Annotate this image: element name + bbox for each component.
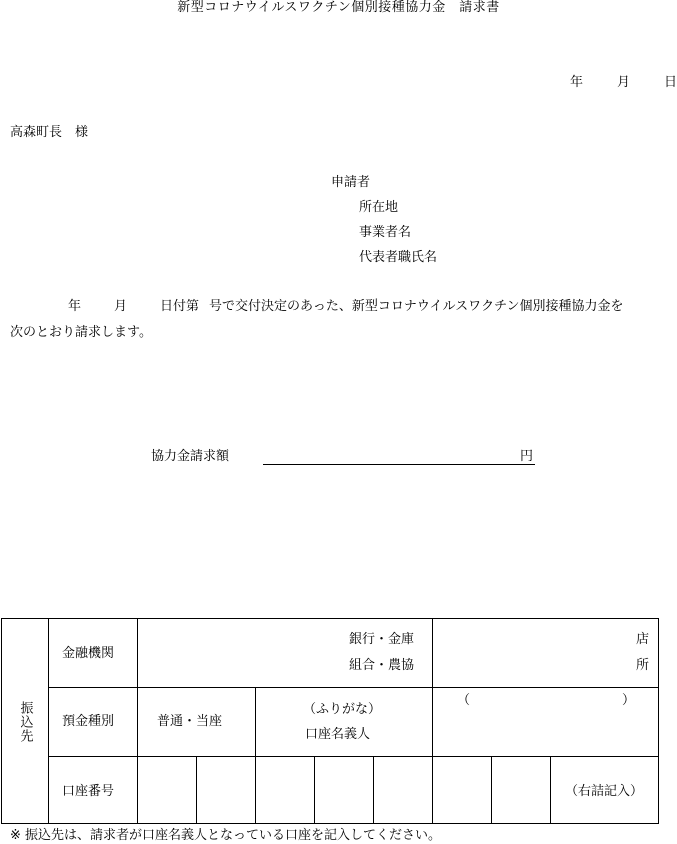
body-paragraph-line2: 次のとおり請求します。	[10, 325, 152, 340]
body-month: 月	[114, 299, 128, 314]
branch-suffix-store: 店	[636, 632, 650, 647]
date-line	[570, 76, 677, 89]
date-month: 月	[616, 75, 630, 90]
table-col-divider	[491, 756, 492, 823]
bank-account-table	[1, 618, 659, 824]
table-row-divider	[48, 756, 659, 757]
account-number-label: 口座番号	[62, 784, 115, 799]
amount-input-line[interactable]	[263, 464, 535, 465]
furigana-paren-close: ）	[622, 693, 636, 708]
body-paragraph-line1	[10, 300, 677, 313]
branch-suffix-office: 所	[636, 658, 650, 673]
deposit-type-options[interactable]: 普通・当座	[157, 714, 223, 729]
institution-type-union[interactable]: 組合・農協	[349, 658, 415, 673]
applicant-label: 申請者	[331, 175, 371, 190]
date-day: 日	[663, 75, 677, 90]
furigana-paren-open: （	[457, 693, 471, 708]
applicant-business-name-label: 事業者名	[359, 225, 412, 240]
footnote: ※ 振込先は、請求者が口座名義人となっている口座を記入してください。	[10, 828, 442, 843]
body-line1-rest: 号で交付決定のあった、新型コロナウイルスワクチン個別接種協力金を	[209, 299, 624, 314]
table-col-divider	[255, 687, 256, 823]
table-col-divider	[373, 756, 374, 823]
account-holder-label: 口座名義人	[305, 727, 371, 742]
table-col-divider	[137, 619, 138, 823]
right-align-note: （右詰記入）	[565, 784, 644, 799]
body-day-prefix: 日付第	[160, 299, 200, 314]
table-col-divider	[550, 756, 551, 823]
applicant-address-label: 所在地	[359, 200, 399, 215]
table-col-divider	[432, 619, 433, 823]
amount-unit: 円	[520, 449, 534, 464]
document-title: 新型コロナウイルスワクチン個別接種協力金 請求書	[177, 0, 500, 15]
table-col-divider	[196, 756, 197, 823]
amount-label: 協力金請求額	[151, 449, 230, 464]
date-year: 年	[569, 75, 583, 90]
institution-type-bank[interactable]: 銀行・金庫	[349, 632, 415, 647]
furigana-label: （ふりがな）	[303, 702, 382, 717]
table-col-divider	[314, 756, 315, 823]
deposit-type-label: 預金種別	[62, 714, 115, 729]
body-year: 年	[68, 299, 82, 314]
applicant-representative-label: 代表者職氏名	[359, 250, 438, 265]
transfer-destination-label: 振込先	[17, 701, 33, 743]
addressee: 高森町長 様	[10, 125, 89, 140]
table-col-divider	[48, 619, 49, 823]
institution-label: 金融機関	[62, 646, 115, 661]
table-row-divider	[48, 687, 659, 688]
